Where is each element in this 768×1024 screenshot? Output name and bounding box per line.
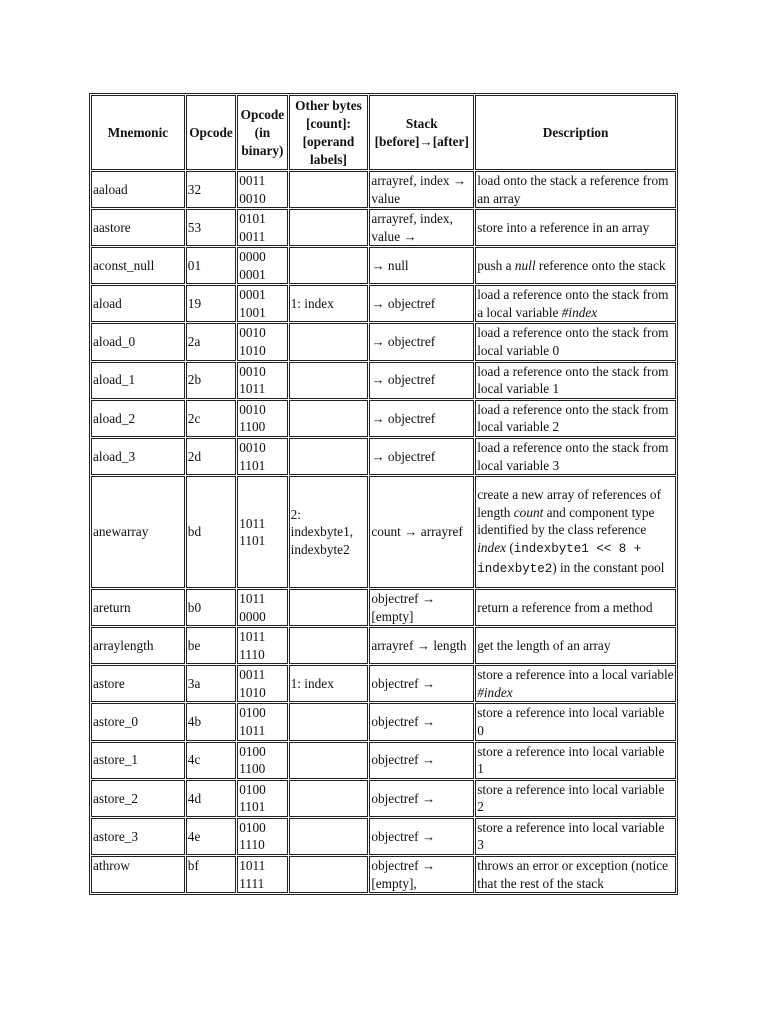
cell-stack: objectref →: [369, 780, 474, 817]
cell-description: [475, 780, 676, 817]
cell-opcode: 2b: [186, 362, 236, 399]
cell-mnemonic: anewarray: [91, 476, 185, 588]
cell-stack: objectref → [empty]: [369, 589, 474, 626]
cell-stack: objectref → [empty],: [369, 856, 474, 893]
cell-mnemonic: aload_1: [91, 362, 185, 399]
header-opcode-binary: Opcode (in binary): [237, 95, 287, 170]
cell-opcode-binary: 0100 1110: [237, 818, 287, 855]
header-mnemonic: Mnemonic: [91, 95, 185, 170]
header-opcode: Opcode: [186, 95, 236, 170]
cell-mnemonic: aastore: [91, 209, 185, 246]
cell-description: [475, 247, 676, 284]
description-text: reference onto the stack: [535, 257, 666, 273]
cell-opcode-binary: 0001 1001: [237, 285, 287, 322]
table-row: [91, 285, 676, 322]
cell-description: [475, 856, 676, 893]
cell-other-bytes: [289, 703, 369, 740]
cell-mnemonic: aload: [91, 285, 185, 322]
description-text: (: [506, 539, 514, 555]
cell-mnemonic: aload_0: [91, 323, 185, 360]
cell-mnemonic: astore_3: [91, 818, 185, 855]
cell-stack: → objectref: [369, 400, 474, 437]
cell-other-bytes: [289, 856, 369, 893]
cell-opcode: b0: [186, 589, 236, 626]
description-text: load a reference onto the stack from local variable 3: [477, 439, 669, 473]
cell-stack: → null: [369, 247, 474, 284]
cell-other-bytes: [289, 627, 369, 664]
header-other-bytes: Other bytes [count]: [operand labels]: [289, 95, 369, 170]
cell-description: [475, 665, 676, 702]
description-text: store a reference into local variable 0: [477, 705, 665, 738]
table-row: [91, 589, 676, 626]
cell-description: [475, 400, 676, 437]
description-text: null: [514, 257, 536, 273]
table-row: [91, 438, 676, 475]
cell-description: [475, 703, 676, 740]
cell-opcode: 53: [186, 209, 236, 246]
cell-other-bytes: [289, 323, 369, 360]
table-row: [91, 400, 676, 437]
cell-opcode: 32: [186, 171, 236, 208]
cell-mnemonic: aload_2: [91, 400, 185, 437]
cell-other-bytes: [289, 171, 369, 208]
cell-stack: arrayref, index → value: [369, 171, 474, 208]
cell-opcode-binary: 0000 0001: [237, 247, 287, 284]
cell-other-bytes: [289, 209, 369, 246]
cell-stack: → objectref: [369, 323, 474, 360]
description-text: load a reference onto the stack from local variable 1: [477, 363, 669, 397]
cell-other-bytes: [289, 438, 369, 475]
table-row: [91, 627, 676, 664]
cell-stack: → objectref: [369, 438, 474, 475]
cell-mnemonic: astore: [91, 665, 185, 702]
cell-opcode: 2c: [186, 400, 236, 437]
cell-description: [475, 209, 676, 246]
table-row: [91, 780, 676, 817]
cell-description: [475, 589, 676, 626]
description-text: throws an error or exception (notice that the rest of the stack: [477, 858, 669, 891]
description-text: load a reference onto the stack from a local variable: [477, 287, 669, 320]
cell-mnemonic: astore_1: [91, 742, 185, 779]
description-text: store a reference into local variable 3: [477, 819, 665, 853]
description-text: create a new array of references of length: [477, 487, 662, 520]
cell-opcode-binary: 0101 0011: [237, 209, 287, 246]
description-text: push a: [477, 257, 515, 273]
cell-stack: arrayref, index, value →: [369, 209, 474, 246]
cell-other-bytes: 1: index: [289, 665, 369, 702]
cell-opcode-binary: 0011 0010: [237, 171, 287, 208]
cell-opcode-binary: 0010 1101: [237, 438, 287, 475]
description-text: load a reference onto the stack from local variable 0: [477, 325, 669, 358]
table-row: [91, 476, 676, 588]
cell-stack: count → arrayref: [369, 476, 474, 588]
description-text: store a reference into local variable 1: [477, 743, 665, 777]
cell-opcode-binary: 1011 0000: [237, 589, 287, 626]
cell-opcode-binary: 0011 1010: [237, 665, 287, 702]
cell-opcode: 19: [186, 285, 236, 322]
cell-other-bytes: [289, 362, 369, 399]
cell-other-bytes: [289, 400, 369, 437]
cell-opcode: 4d: [186, 780, 236, 817]
cell-opcode: 4b: [186, 703, 236, 740]
cell-other-bytes: [289, 780, 369, 817]
cell-other-bytes: [289, 247, 369, 284]
cell-opcode-binary: 1011 1101: [237, 476, 287, 588]
cell-opcode-binary: 0010 1011: [237, 362, 287, 399]
description-text: count: [513, 504, 544, 520]
cell-opcode: 01: [186, 247, 236, 284]
cell-other-bytes: 2: indexbyte1, indexbyte2: [289, 476, 369, 588]
cell-description: [475, 818, 676, 855]
cell-opcode: bf: [186, 856, 236, 893]
cell-stack: → objectref: [369, 285, 474, 322]
cell-mnemonic: areturn: [91, 589, 185, 626]
cell-opcode: 2d: [186, 438, 236, 475]
cell-opcode: be: [186, 627, 236, 664]
header-description: Description: [475, 95, 676, 170]
description-text: load a reference onto the stack from local variable 2: [477, 401, 669, 435]
description-text: and component type identified by the class reference: [477, 504, 655, 538]
cell-opcode: 4c: [186, 742, 236, 779]
description-text: get the length of an array: [477, 637, 611, 653]
cell-opcode: 3a: [186, 665, 236, 702]
table-row: [91, 171, 676, 208]
cell-mnemonic: astore_2: [91, 780, 185, 817]
cell-stack: objectref →: [369, 742, 474, 779]
cell-mnemonic: aaload: [91, 171, 185, 208]
table-row: [91, 323, 676, 360]
description-text: load onto the stack a reference from an array: [477, 173, 669, 206]
table-row: [91, 362, 676, 399]
cell-description: [475, 285, 676, 322]
cell-description: [475, 742, 676, 779]
cell-stack: objectref →: [369, 703, 474, 740]
cell-stack: → objectref: [369, 362, 474, 399]
table-row: [91, 665, 676, 702]
cell-opcode-binary: 0010 1010: [237, 323, 287, 360]
cell-description: [475, 476, 676, 588]
description-text: index: [477, 539, 506, 555]
cell-mnemonic: aconst_null: [91, 247, 185, 284]
cell-description: [475, 323, 676, 360]
cell-mnemonic: arraylength: [91, 627, 185, 664]
cell-other-bytes: [289, 589, 369, 626]
cell-opcode-binary: 1011 1111: [237, 856, 287, 893]
description-text: store a reference into local variable 2: [477, 781, 665, 815]
header-stack: Stack [before]→[after]: [369, 95, 474, 170]
cell-opcode-binary: 0100 1101: [237, 780, 287, 817]
cell-stack: objectref →: [369, 665, 474, 702]
cell-stack: objectref →: [369, 818, 474, 855]
cell-description: [475, 627, 676, 664]
description-text: store into a reference in an array: [477, 219, 650, 235]
cell-other-bytes: [289, 742, 369, 779]
cell-opcode-binary: 0100 1100: [237, 742, 287, 779]
cell-opcode: 4e: [186, 818, 236, 855]
cell-opcode-binary: 0010 1100: [237, 400, 287, 437]
table-row: [91, 856, 676, 893]
table-body: [91, 171, 676, 893]
cell-mnemonic: astore_0: [91, 703, 185, 740]
header-row: [91, 95, 676, 170]
cell-opcode: bd: [186, 476, 236, 588]
cell-opcode-binary: 0100 1011: [237, 703, 287, 740]
cell-opcode: 2a: [186, 323, 236, 360]
cell-description: [475, 362, 676, 399]
table-row: [91, 209, 676, 246]
cell-mnemonic: aload_3: [91, 438, 185, 475]
cell-other-bytes: [289, 818, 369, 855]
description-text: #index: [477, 684, 513, 700]
cell-description: [475, 438, 676, 475]
table-row: [91, 703, 676, 740]
description-text: store a reference into a local variable: [477, 667, 674, 683]
description-text: #index: [561, 304, 598, 320]
cell-mnemonic: athrow: [91, 856, 185, 893]
cell-stack: arrayref → length: [369, 627, 474, 664]
description-code: indexbyte1 << 8 + indexbyte2: [477, 541, 642, 576]
table-row: [91, 818, 676, 855]
cell-description: [475, 171, 676, 208]
cell-opcode-binary: 1011 1110: [237, 627, 287, 664]
table-row: [91, 742, 676, 779]
table-row: [91, 247, 676, 284]
opcode-table: [89, 93, 678, 895]
cell-other-bytes: 1: index: [289, 285, 369, 322]
description-text: ) in the constant pool: [552, 559, 665, 575]
description-text: return a reference from a method: [477, 599, 653, 615]
